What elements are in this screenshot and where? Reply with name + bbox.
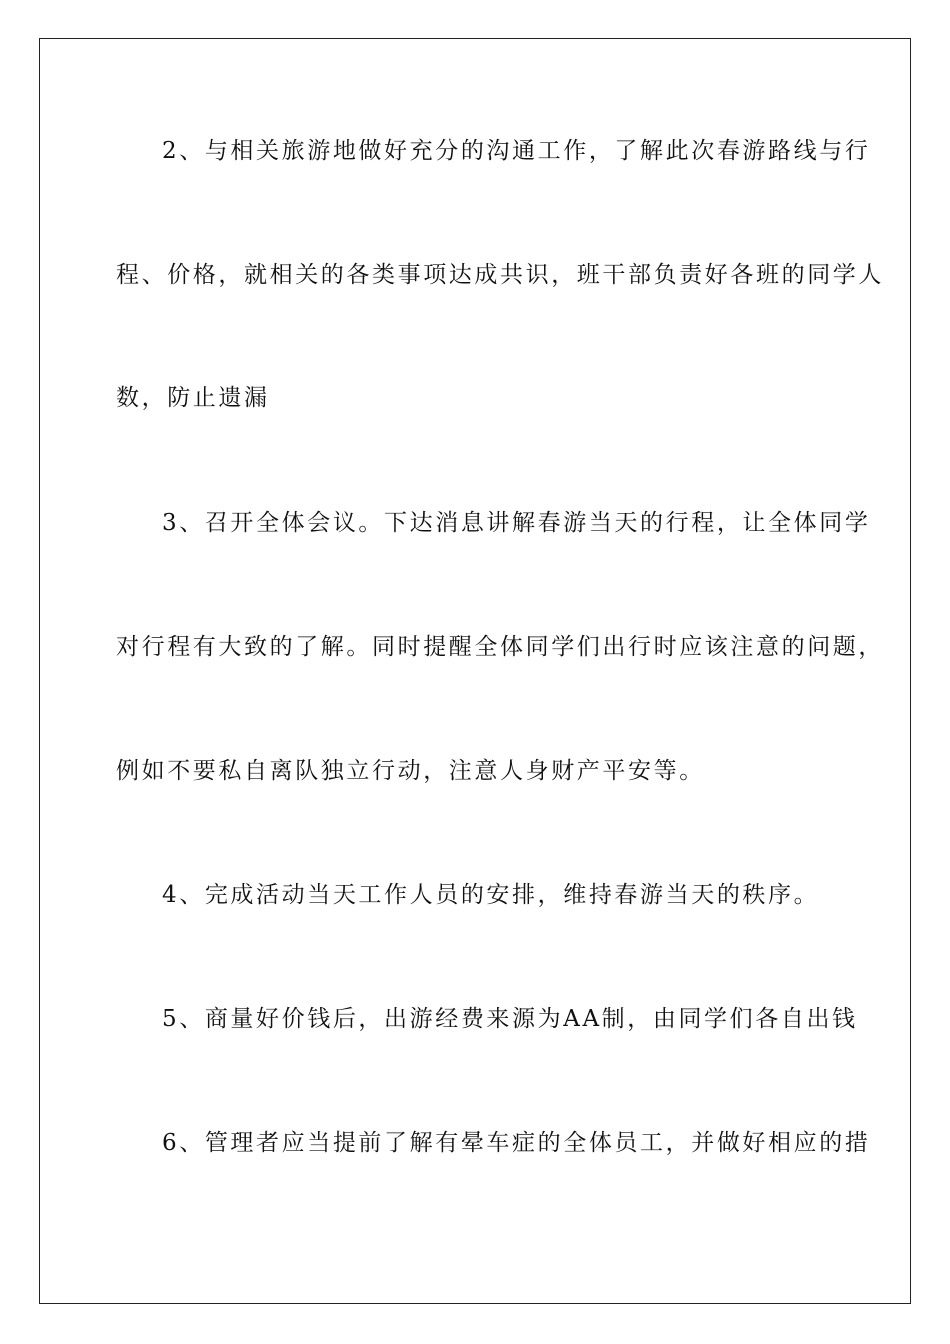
paragraph-2-line-1: 2、与相关旅游地做好充分的沟通工作，了解此次春游路线与行 (162, 138, 871, 164)
paragraph-2-line-2: 程、价格，就相关的各类事项达成共识，班干部负责好各班的同学人 (116, 262, 884, 288)
paragraph-3-line-3: 例如不要私自离队独立行动，注意人身财产平安等。 (116, 758, 705, 784)
paragraph-2-line-3: 数，防止遗漏 (116, 385, 270, 411)
paragraph-5-line-1: 5、商量好价钱后，出游经费来源为AA制，由同学们各自出钱 (162, 1006, 858, 1032)
paragraph-6-line-1: 6、管理者应当提前了解有晕车症的全体员工，并做好相应的措 (162, 1130, 871, 1156)
paragraph-4-line-1: 4、完成活动当天工作人员的安排，维持春游当天的秩序。 (162, 882, 820, 908)
paragraph-3-line-1: 3、召开全体会议。下达消息讲解春游当天的行程，让全体同学 (162, 510, 871, 536)
page-border (39, 38, 911, 1304)
paragraph-3-line-2: 对行程有大致的了解。同时提醒全体同学们出行时应该注意的问题， (116, 634, 884, 660)
